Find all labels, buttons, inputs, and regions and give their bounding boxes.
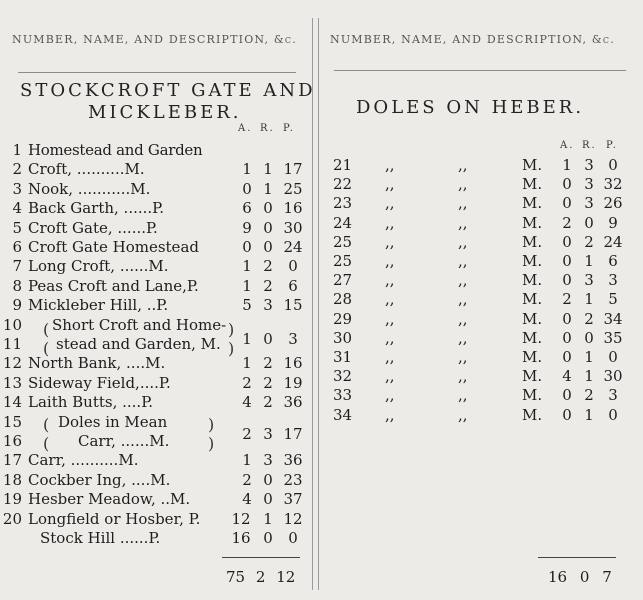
entry-value-a: 5 [242,296,252,315]
right-entry-row [0,329,643,348]
entry-number: 9 [12,296,22,315]
entry-value-a: 0 [562,175,572,194]
left-entry-row [0,470,312,490]
entry-value-r: 3 [584,194,594,213]
ditto-mark-1: ,, [385,156,395,174]
entry-value-r: 3 [263,296,273,315]
ditto-mark-1: ,, [385,290,395,309]
entry-number: 31 [333,348,353,366]
entry-tenure: M. [522,290,543,309]
entry-tenure: M. [522,367,543,386]
left-entry-row [0,528,312,548]
right-entry-row [0,367,643,386]
entry-description: Croft Gate Homestead [28,238,199,256]
entry-value-p: 36 [283,393,303,412]
group-15-16-values [0,424,312,444]
entry-value-r: 2 [263,354,273,373]
entry-value-a: 6 [242,199,252,218]
entry-value-r: 2 [584,309,594,328]
ditto-mark-2: ,, [458,194,468,213]
ditto-mark-1: ,, [385,348,395,366]
entry-value-p: 36 [283,451,303,470]
left-total-a: 75 [226,568,246,586]
entry-value-a: 0 [562,309,572,328]
entry-value-r: 1 [584,367,594,386]
entry-value-a: 9 [242,218,252,237]
entry-value-a: 1 [242,257,252,276]
group-15-16-r: 3 [263,425,273,443]
entry-value-a: 2 [242,373,252,392]
ditto-mark-2: ,, [458,290,468,309]
entry-value-p: 32 [603,175,623,194]
left-col-r-header: R. [260,123,275,134]
entry-value-p: 0 [608,348,618,366]
ditto-mark-1: ,, [385,194,395,213]
entry-number: 22 [333,175,353,194]
ditto-mark-1: ,, [385,175,395,194]
entry-value-a: 1 [242,451,252,470]
entry-description: Homestead and Garden [28,141,203,159]
entry-value-p: 35 [603,328,623,347]
right-entry-row [0,214,643,233]
left-total-rule [222,557,300,558]
entry-value-p: 6 [608,252,618,270]
right-column-header: NUMBER, NAME, AND DESCRIPTION, &c. [330,33,615,46]
entry-value-a: 0 [562,232,572,251]
entry-value-r: 2 [263,373,273,392]
entry-description: Back Garth, ......P. [28,199,164,218]
right-entry-row [0,194,643,213]
entry-value-a: 1 [242,160,252,179]
entry-tenure: M. [522,309,543,328]
entry-value-r: 0 [263,238,273,256]
ditto-mark-1: ,, [385,232,395,251]
ditto-mark-2: ,, [458,156,468,174]
entry-value-p: 17 [283,160,303,179]
entry-value-r: 0 [263,470,273,489]
entry-tenure: M. [522,175,543,194]
entry-number: 2 [12,160,22,179]
entry-tenure: M. [522,348,543,366]
ditto-mark-2: ,, [458,367,468,386]
entry-description: Peas Croft and Lane,P. [28,276,199,295]
entry-value-a: 2 [242,470,252,489]
entry-value-r: 0 [263,199,273,218]
entry-value-p: 3 [608,271,618,290]
entry-value-a: 1 [242,276,252,295]
entry-tenure: M. [522,328,543,347]
entry-value-a: 0 [562,194,572,213]
entry-value-r: 1 [584,252,594,270]
entry-value-r: 2 [263,257,273,276]
entry-value-a: 1 [242,354,252,373]
left-total-r: 2 [255,568,266,586]
entry-number: 8 [12,276,22,295]
ditto-mark-2: ,, [458,252,468,270]
entry-value-r: 1 [584,348,594,366]
right-entry-row [0,310,643,329]
entry-description: Laith Butts, ....P. [28,393,154,412]
right-entry-row [0,156,643,175]
right-total-p: 7 [602,568,612,586]
left-column-header: NUMBER, NAME, AND DESCRIPTION, &c. [12,33,297,46]
entry-value-r: 2 [263,276,273,295]
ditto-mark-2: ,, [458,386,468,405]
entry-value-a: 0 [562,405,572,424]
entry-value-a: 16 [231,529,251,547]
brace-left-10-11: ( ( [43,320,50,358]
right-total [548,568,612,586]
ditto-mark-1: ,, [385,367,395,386]
right-header-rule [334,70,626,71]
left-section-title-line2: MICKLEBER. [88,102,242,123]
entry-value-a: 2 [562,213,572,232]
right-total-rule [538,557,616,558]
ditto-mark-2: ,, [458,328,468,347]
ditto-mark-2: ,, [458,405,468,424]
entry-value-a: 0 [242,238,252,256]
entry-value-p: 5 [608,290,618,309]
entry-tenure: M. [522,156,543,174]
entry-value-r: 0 [263,490,273,509]
brace-right-10-11: ) ) [228,320,235,358]
entry-tenure: M. [522,213,543,232]
entry-value-a: 4 [562,367,572,386]
entry-value-p: 24 [603,232,623,251]
right-section-title: DOLES ON HEBER. [356,97,585,118]
entry-number: 27 [333,271,353,290]
ditto-mark-1: ,, [385,309,395,328]
left-section-title-line1: STOCKCROFT GATE AND [20,80,316,101]
ditto-mark-2: ,, [458,232,468,251]
brace-right-15-16: ) ) [208,415,215,453]
entry-description: Croft, ..........M. [28,160,145,179]
entry-value-p: 9 [608,213,618,232]
entry-number: 24 [333,213,353,232]
entry-value-r: 0 [584,328,594,347]
entry-value-r: 0 [584,213,594,232]
entry-number: 18 [2,470,22,489]
entry-description: stead and Garden, M. [56,335,221,353]
group-10-11-a: 1 [242,330,252,348]
entry-number: 4 [12,199,22,218]
entry-tenure: M. [522,252,543,270]
entry-value-p: 23 [283,470,303,489]
entry-value-r: 1 [263,509,273,528]
entry-value-r: 3 [584,175,594,194]
entry-number: 21 [333,156,353,174]
entry-value-p: 3 [608,386,618,405]
right-entry-row [0,252,643,271]
left-entry-row [0,509,312,529]
entry-value-r: 0 [263,218,273,237]
right-col-p-header: P. [606,140,618,151]
left-total-p: 12 [276,568,296,586]
entry-number: 25 [333,252,353,270]
entry-tenure: M. [522,232,543,251]
entry-value-a: 0 [562,386,572,405]
entry-value-a: 4 [242,393,252,412]
entry-number: 10 [2,315,22,334]
entry-number: 25 [333,232,353,251]
entry-value-a: 0 [562,348,572,366]
entry-value-p: 30 [283,218,303,237]
right-entry-row [0,233,643,252]
ditto-mark-2: ,, [458,175,468,194]
entry-value-p: 16 [283,199,303,218]
entry-value-p: 6 [288,276,298,295]
entry-value-r: 2 [263,393,273,412]
entry-description: Hesber Meadow, ..M. [28,490,191,509]
entry-number: 33 [333,386,353,405]
entry-description: North Bank, ....M. [28,354,166,373]
group-10-11-r: 0 [263,330,273,348]
entry-value-a: 2 [562,290,572,309]
entry-value-p: 15 [283,296,303,315]
entry-value-a: 0 [562,271,572,290]
ditto-mark-1: ,, [385,386,395,405]
entry-description: Stock Hill ......P. [40,529,161,547]
right-entry-row [0,271,643,290]
entry-value-r: 1 [263,160,273,179]
entry-number: 32 [333,367,353,386]
right-total-r: 0 [579,568,590,586]
ditto-mark-2: ,, [458,213,468,232]
entry-number: 30 [333,328,353,347]
entry-description: Longfield or Hosber, P. [28,509,201,528]
entry-number: 16 [2,432,22,450]
entry-tenure: M. [522,405,543,424]
entry-description: Nook, ...........M. [28,179,151,198]
right-col-a-header: A. [560,140,575,151]
entry-value-a: 4 [242,490,252,509]
entry-value-p: 19 [283,373,303,392]
entry-tenure: M. [522,271,543,290]
entry-number: 13 [2,373,22,392]
entry-description: Short Croft and Home- [52,315,227,334]
ditto-mark-1: ,, [385,213,395,232]
entry-value-p: 0 [288,257,298,276]
entry-number: 5 [12,218,22,237]
entry-number: 17 [2,451,22,470]
entry-value-p: 24 [283,238,303,256]
entry-number: 6 [12,238,22,256]
entry-value-p: 26 [603,194,623,213]
right-entry-row [0,175,643,194]
brace-left-15-16: ( ( [43,415,50,453]
entry-description: Carr, ......M. [78,432,170,450]
left-entry-row [0,450,312,470]
ditto-mark-1: ,, [385,271,395,290]
entry-tenure: M. [522,386,543,405]
entry-tenure: M. [522,194,543,213]
entry-value-a: 1 [562,156,572,174]
entry-value-p: 12 [283,509,303,528]
entry-number: 7 [12,257,22,276]
entry-number: 14 [2,393,22,412]
ditto-mark-1: ,, [385,252,395,270]
entry-number: 23 [333,194,353,213]
ditto-mark-1: ,, [385,328,395,347]
ditto-mark-1: ,, [385,405,395,424]
entry-value-r: 0 [263,529,273,547]
entry-description: Sideway Field,....P. [28,373,171,392]
entry-number: 20 [2,509,22,528]
entry-description: Carr, ..........M. [28,451,139,470]
group-15-16-p: 17 [283,425,303,443]
entry-value-a: 0 [242,179,252,198]
entry-value-r: 1 [584,290,594,309]
entry-value-p: 25 [283,179,303,198]
entry-description: Mickleber Hill, ..P. [28,296,169,315]
entry-number: 19 [2,490,22,509]
entry-value-p: 0 [608,156,618,174]
entry-value-p: 0 [288,529,298,547]
left-col-a-header: A. [238,123,253,134]
entry-value-p: 16 [283,354,303,373]
entry-value-p: 34 [603,309,623,328]
entry-description: Long Croft, ......M. [28,257,169,276]
left-total [226,568,295,586]
ditto-mark-2: ,, [458,348,468,366]
left-entry-row [0,489,312,509]
entry-number: 29 [333,309,353,328]
entry-number: 3 [12,179,22,198]
entry-number: 15 [2,412,22,431]
entry-number: 11 [2,335,22,353]
ditto-mark-2: ,, [458,309,468,328]
ditto-mark-2: ,, [458,271,468,290]
entry-number: 28 [333,290,353,309]
entry-value-p: 37 [283,490,303,509]
right-entry-row [0,386,643,405]
entry-value-p: 30 [603,367,623,386]
right-total-a: 16 [548,568,568,586]
entry-value-a: 0 [562,328,572,347]
entry-number: 1 [12,141,22,159]
group-15-16-a: 2 [242,425,252,443]
entry-description: Doles in Mean [58,412,168,431]
entry-number: 12 [2,354,22,373]
entry-description: Cockber Ing, ....M. [28,470,171,489]
entry-value-r: 1 [263,179,273,198]
entry-value-p: 0 [608,405,618,424]
right-entry-row [0,406,643,425]
left-col-p-header: P. [283,123,295,134]
entry-value-r: 2 [584,386,594,405]
entry-description: Croft Gate, ......P. [28,218,158,237]
entry-value-a: 12 [231,509,251,528]
entry-value-r: 2 [584,232,594,251]
right-entry-row [0,348,643,367]
right-col-r-header: R. [582,140,597,151]
group-10-11-p: 3 [288,330,298,348]
left-header-rule [18,72,296,73]
entry-number: 34 [333,405,353,424]
entry-value-a: 0 [562,252,572,270]
entry-value-r: 3 [584,271,594,290]
entry-value-r: 1 [584,405,594,424]
entry-value-r: 3 [263,451,273,470]
right-entry-row [0,290,643,309]
entry-value-r: 3 [584,156,594,174]
